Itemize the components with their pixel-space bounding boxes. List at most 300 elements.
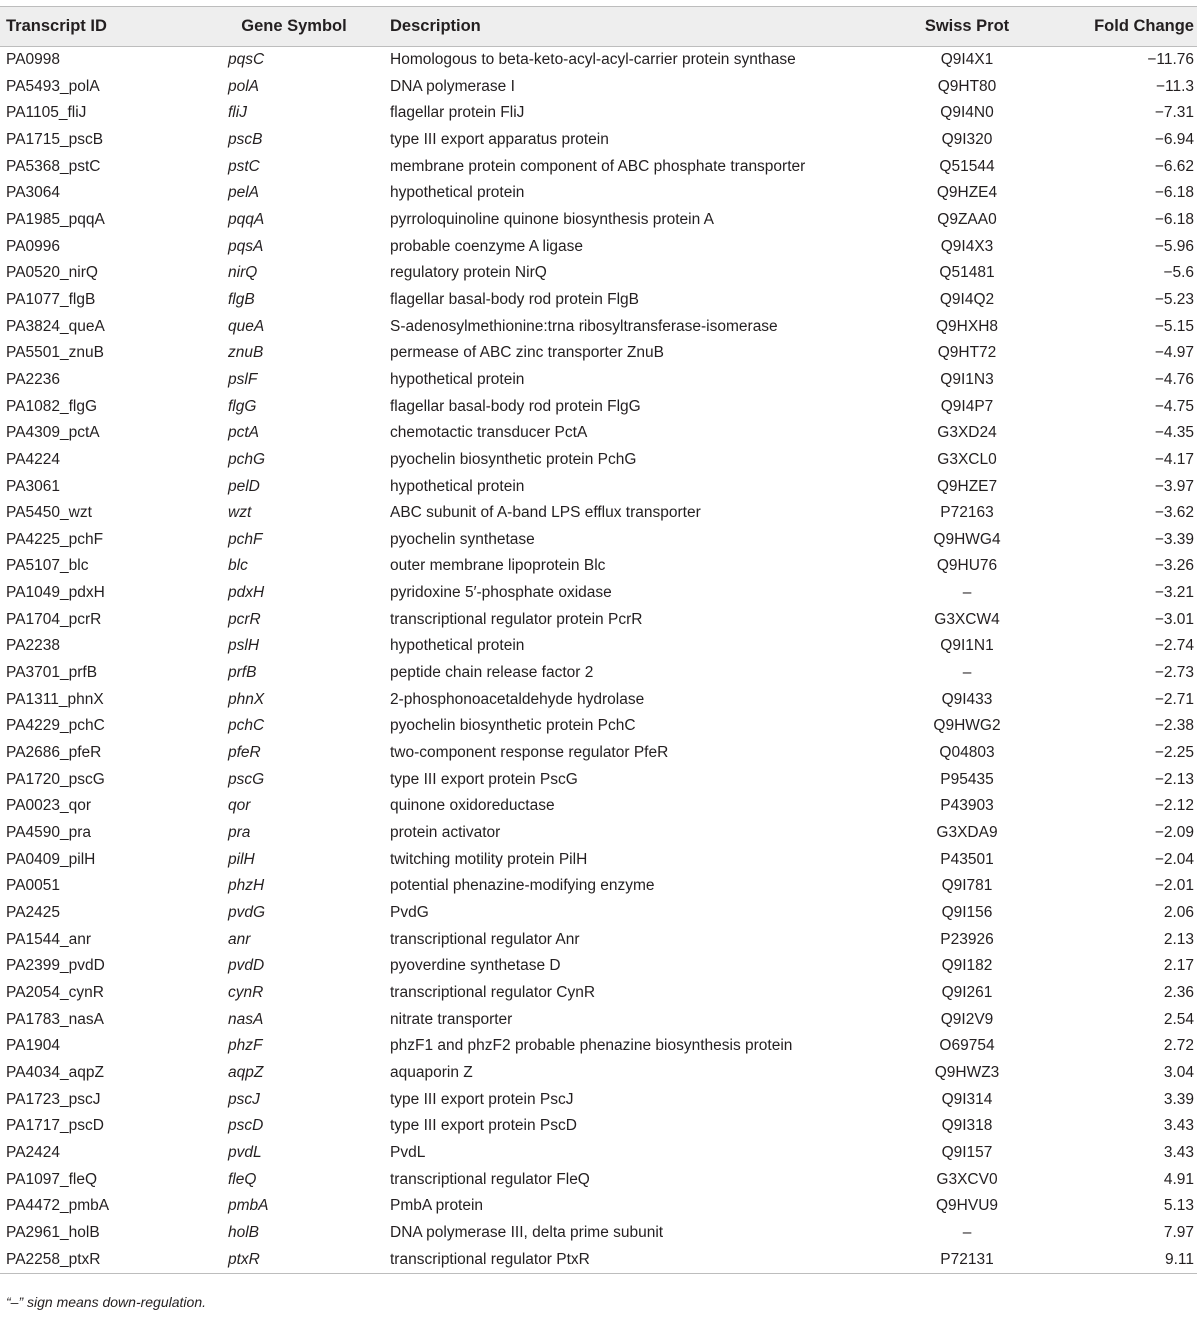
table-body xyxy=(0,47,1197,1274)
transcript-id-cell: PA0051 xyxy=(6,877,61,895)
transcript-id-cell: PA1077_flgB xyxy=(6,290,96,308)
transcript-id-cell: PA3824_queA xyxy=(6,317,105,335)
transcript-id-cell: PA4224 xyxy=(6,450,61,468)
fold-change-cell: 2.54 xyxy=(1163,1010,1194,1028)
table-row xyxy=(0,180,1197,207)
fold-change-cell: −2.04 xyxy=(1154,850,1194,868)
transcript-id-cell: PA1097_fleQ xyxy=(6,1170,98,1188)
table-row xyxy=(0,47,1197,74)
gene-symbol-text: znuB xyxy=(228,344,264,362)
description-cell: type III export protein PscJ xyxy=(390,1090,574,1108)
fold-change-cell: −5.6 xyxy=(1163,264,1194,282)
fold-change-cell: 2.17 xyxy=(1163,957,1194,975)
gene-symbol-text: pvdG xyxy=(228,904,266,921)
swiss-prot-cell: Q9HZE4 xyxy=(936,184,998,202)
description-cell: ABC subunit of A-band LPS efflux transporter xyxy=(390,504,701,522)
description-cell: potential phenazine-modifying enzyme xyxy=(390,877,655,895)
transcript-id-cell: PA2686_pfeR xyxy=(6,744,102,762)
gene-symbol-cell xyxy=(196,553,390,580)
gene-symbol-cell xyxy=(196,234,390,261)
table-row xyxy=(0,740,1197,767)
fold-change-cell: −3.97 xyxy=(1154,477,1194,495)
header-transcript-id: Transcript ID xyxy=(0,7,196,47)
gene-symbol-cell xyxy=(196,74,390,101)
gene-symbol-cell xyxy=(196,740,390,767)
gene-symbol-text: pchC xyxy=(228,717,265,735)
swiss-prot-cell: Q9I182 xyxy=(941,957,993,975)
transcript-id-cell: PA2399_pvdD xyxy=(6,957,105,975)
description-cell: chemotactic transducer PctA xyxy=(390,424,588,442)
transcript-id-cell: PA2236 xyxy=(6,370,61,388)
gene-symbol-text: pslF xyxy=(228,370,258,388)
gene-symbol-text: pstC xyxy=(228,157,260,175)
transcript-id-cell: PA1049_pdxH xyxy=(6,584,105,602)
swiss-prot-cell: – xyxy=(962,1223,972,1241)
table-row xyxy=(0,927,1197,954)
table-row xyxy=(0,1167,1197,1194)
swiss-prot-cell: G3XCV0 xyxy=(936,1170,998,1188)
description-cell: flagellar basal-body rod protein FlgB xyxy=(390,290,639,308)
description-cell: pyochelin biosynthetic protein PchC xyxy=(390,717,636,735)
swiss-prot-cell: Q9HWG2 xyxy=(933,717,1001,735)
gene-symbol-text: pscJ xyxy=(228,1090,260,1108)
gene-symbol-text: flgG xyxy=(228,397,257,415)
swiss-prot-cell: Q9HXH8 xyxy=(935,317,999,335)
gene-symbol-cell xyxy=(196,1060,390,1087)
gene-symbol-cell xyxy=(196,953,390,980)
table-row xyxy=(0,287,1197,314)
gene-symbol-cell xyxy=(196,1007,390,1034)
transcript-id-cell: PA5107_blc xyxy=(6,557,89,575)
swiss-prot-cell: P95435 xyxy=(940,770,994,788)
fold-change-cell: −2.12 xyxy=(1154,797,1194,815)
fold-change-cell: 3.39 xyxy=(1163,1090,1194,1108)
gene-symbol-cell xyxy=(196,767,390,794)
gene-symbol-cell xyxy=(196,980,390,1007)
swiss-prot-cell: P72163 xyxy=(940,504,994,522)
gene-symbol-text: cynR xyxy=(228,983,264,1001)
description-cell: type III export apparatus protein xyxy=(390,130,609,148)
transcript-id-cell: PA2961_holB xyxy=(6,1223,100,1241)
swiss-prot-cell: Q9HU76 xyxy=(936,557,998,575)
gene-symbol-text: phzH xyxy=(228,877,265,895)
swiss-prot-cell: O69754 xyxy=(939,1037,995,1055)
description-cell: quinone oxidoreductase xyxy=(390,797,555,815)
fold-change-cell: −2.01 xyxy=(1154,877,1194,895)
transcript-id-cell: PA3061 xyxy=(6,477,61,495)
description-cell: PmbA protein xyxy=(390,1197,484,1215)
transcript-id-cell: PA0023_qor xyxy=(6,797,92,815)
fold-change-cell: 3.04 xyxy=(1163,1063,1194,1081)
fold-change-cell: −4.75 xyxy=(1154,397,1194,415)
transcript-id-cell: PA1723_pscJ xyxy=(6,1090,101,1108)
gene-symbol-text: phnX xyxy=(228,690,265,708)
gene-symbol-text: holB xyxy=(228,1223,260,1241)
description-cell: regulatory protein NirQ xyxy=(390,264,547,282)
gene-symbol-text: nirQ xyxy=(228,264,258,282)
fold-change-cell: −7.31 xyxy=(1154,104,1194,122)
swiss-prot-cell: – xyxy=(962,664,972,682)
header-row xyxy=(0,7,1197,47)
description-cell: transcriptional regulator PtxR xyxy=(390,1247,876,1274)
gene-symbol-cell xyxy=(196,1247,390,1274)
gene-symbol-cell xyxy=(196,927,390,954)
table-row xyxy=(0,234,1197,261)
gene-symbol-cell xyxy=(196,340,390,367)
description-cell: protein activator xyxy=(390,824,501,842)
fold-change-cell: 4.91 xyxy=(1163,1170,1194,1188)
swiss-prot-cell: Q9I4P7 xyxy=(940,397,994,415)
gene-symbol-cell xyxy=(196,207,390,234)
swiss-prot-cell: Q9I157 xyxy=(941,1143,993,1161)
gene-symbol-text: phzF xyxy=(228,1037,263,1055)
table-row xyxy=(0,1140,1197,1167)
gene-symbol-text: queA xyxy=(228,317,265,335)
gene-symbol-text: pcrR xyxy=(228,610,261,628)
fold-change-cell: 3.43 xyxy=(1163,1143,1194,1161)
gene-symbol-text: fleQ xyxy=(228,1170,257,1188)
description-cell: pyoverdine synthetase D xyxy=(390,957,561,975)
transcript-id-cell: PA1704_pcrR xyxy=(6,610,102,628)
transcript-id-cell: PA4034_aqpZ xyxy=(6,1063,104,1081)
description-cell: aquaporin Z xyxy=(390,1063,473,1081)
table-row xyxy=(0,100,1197,127)
table-row xyxy=(0,1220,1197,1247)
table-row xyxy=(0,1247,1197,1274)
transcript-id-cell: PA2258_ptxR xyxy=(0,1247,196,1274)
transcript-id-cell: PA1105_fliJ xyxy=(6,104,87,122)
fold-change-cell: −6.62 xyxy=(1154,157,1194,175)
swiss-prot-cell: Q9HVU9 xyxy=(935,1197,999,1215)
description-cell: hypothetical protein xyxy=(390,370,525,388)
swiss-prot-cell: Q9HZE7 xyxy=(936,477,998,495)
table-row xyxy=(0,980,1197,1007)
swiss-prot-cell: Q9I4Q2 xyxy=(939,290,995,308)
header-fold-change: Fold Change xyxy=(1058,7,1197,47)
description-cell: outer membrane lipoprotein Blc xyxy=(390,557,606,575)
transcript-id-cell: PA2424 xyxy=(6,1143,61,1161)
description-cell: type III export protein PscD xyxy=(390,1117,577,1135)
swiss-prot-cell: Q9I4X1 xyxy=(940,51,994,68)
table-row xyxy=(0,367,1197,394)
gene-symbol-cell xyxy=(196,1113,390,1140)
fold-change-cell: −2.13 xyxy=(1154,770,1194,788)
table-row xyxy=(0,687,1197,714)
swiss-prot-cell: Q51481 xyxy=(939,264,995,282)
gene-symbol-text: wzt xyxy=(228,504,252,522)
transcript-id-cell: PA1082_flgG xyxy=(6,397,98,415)
table-row xyxy=(0,713,1197,740)
gene-symbol-cell xyxy=(196,420,390,447)
table-row xyxy=(0,847,1197,874)
swiss-prot-cell: G3XDA9 xyxy=(936,824,998,842)
gene-symbol-cell xyxy=(196,1087,390,1114)
fold-change-cell: −4.35 xyxy=(1154,424,1194,442)
gene-symbol-cell xyxy=(196,154,390,181)
fold-change-cell: 2.72 xyxy=(1163,1037,1194,1055)
table-row xyxy=(0,793,1197,820)
transcript-id-cell: PA1720_pscG xyxy=(6,770,105,788)
description-cell: permease of ABC zinc transporter ZnuB xyxy=(390,344,664,362)
gene-symbol-text: pfeR xyxy=(228,744,261,762)
fold-change-cell: 3.43 xyxy=(1163,1117,1194,1135)
swiss-prot-cell: Q9I433 xyxy=(941,690,993,708)
gene-symbol-cell xyxy=(196,580,390,607)
fold-change-cell: −3.39 xyxy=(1154,530,1194,548)
transcript-id-cell: PA0996 xyxy=(6,237,61,255)
transcript-id-cell: PA0409_pilH xyxy=(6,850,96,868)
table-row xyxy=(0,394,1197,421)
swiss-prot-cell: Q9I318 xyxy=(941,1117,993,1135)
gene-expression-table-container xyxy=(0,6,1194,1274)
gene-symbol-cell xyxy=(196,260,390,287)
description-cell: PvdG xyxy=(390,904,429,921)
swiss-prot-cell: Q51544 xyxy=(939,157,995,175)
table-row xyxy=(0,207,1197,234)
swiss-prot-cell: Q9I261 xyxy=(941,983,993,1001)
swiss-prot-cell: P72131 xyxy=(876,1247,1058,1274)
swiss-prot-cell: Q9HWG4 xyxy=(933,530,1001,548)
gene-symbol-cell xyxy=(196,314,390,341)
transcript-id-cell: PA4309_pctA xyxy=(6,424,100,442)
description-cell: DNA polymerase III, delta prime subunit xyxy=(390,1223,664,1241)
gene-symbol-cell xyxy=(196,793,390,820)
swiss-prot-cell: Q9I4X3 xyxy=(940,237,994,255)
swiss-prot-cell: – xyxy=(962,584,972,602)
fold-change-cell: −6.18 xyxy=(1154,184,1194,202)
gene-symbol-cell xyxy=(196,447,390,474)
fold-change-cell: 9.11 xyxy=(1058,1247,1197,1274)
description-cell: pyrroloquinoline quinone biosynthesis protein A xyxy=(390,210,714,228)
gene-symbol-text: pscG xyxy=(228,770,265,788)
gene-symbol-text: polA xyxy=(228,77,260,95)
transcript-id-cell: PA5501_znuB xyxy=(6,344,104,362)
fold-change-cell: −2.74 xyxy=(1154,637,1194,655)
fold-change-cell: 7.97 xyxy=(1163,1223,1194,1241)
gene-symbol-cell xyxy=(196,847,390,874)
table-row xyxy=(0,474,1197,501)
table-row xyxy=(0,873,1197,900)
gene-symbol-text: anr xyxy=(228,930,251,948)
gene-symbol-text: blc xyxy=(228,557,248,575)
fold-change-cell: −5.96 xyxy=(1154,237,1194,255)
description-cell: pyridoxine 5′-phosphate oxidase xyxy=(390,584,612,602)
table-row xyxy=(0,767,1197,794)
fold-change-cell: −4.76 xyxy=(1154,370,1194,388)
gene-symbol-cell xyxy=(196,873,390,900)
gene-symbol-text: pvdD xyxy=(228,957,265,975)
table-row xyxy=(0,820,1197,847)
swiss-prot-cell: Q04803 xyxy=(939,744,995,762)
table-row xyxy=(0,154,1197,181)
gene-symbol-cell xyxy=(196,1140,390,1167)
swiss-prot-cell: G3XCL0 xyxy=(937,450,997,468)
description-cell: transcriptional regulator CynR xyxy=(390,983,596,1001)
table-row xyxy=(0,340,1197,367)
gene-symbol-cell xyxy=(196,820,390,847)
transcript-id-cell: PA4229_pchC xyxy=(6,717,105,735)
gene-symbol-text: pilH xyxy=(228,850,255,868)
gene-symbol-cell xyxy=(196,687,390,714)
gene-symbol-text: pqsA xyxy=(228,237,264,255)
description-cell: two-component response regulator PfeR xyxy=(390,744,669,762)
description-cell: PvdL xyxy=(390,1143,426,1161)
gene-symbol-text: pmbA xyxy=(228,1197,269,1215)
description-cell: pyochelin biosynthetic protein PchG xyxy=(390,450,637,468)
gene-symbol-text: flgB xyxy=(228,290,255,308)
swiss-prot-cell: Q9I4N0 xyxy=(940,104,994,122)
table-row xyxy=(0,1060,1197,1087)
transcript-id-cell: PA2054_cynR xyxy=(6,983,104,1001)
transcript-id-cell: PA5368_pstC xyxy=(6,157,101,175)
table-row xyxy=(0,74,1197,101)
table-row xyxy=(0,607,1197,634)
fold-change-cell: −3.01 xyxy=(1154,610,1194,628)
table-row xyxy=(0,127,1197,154)
description-cell: hypothetical protein xyxy=(390,477,525,495)
table-row xyxy=(0,900,1197,927)
description-cell: transcriptional regulator Anr xyxy=(390,930,580,948)
description-cell: probable coenzyme A ligase xyxy=(390,237,584,255)
fold-change-cell: −2.71 xyxy=(1154,690,1194,708)
table-row xyxy=(0,580,1197,607)
header-gene-symbol-label: Gene Symbol xyxy=(241,17,347,35)
gene-symbol-text: fliJ xyxy=(228,104,247,122)
swiss-prot-cell: Q9I1N3 xyxy=(940,370,994,388)
gene-symbol-text: aqpZ xyxy=(228,1063,264,1081)
gene-symbol-cell xyxy=(196,474,390,501)
transcript-id-cell: PA1717_pscD xyxy=(6,1117,104,1135)
fold-change-cell: −5.15 xyxy=(1154,317,1194,335)
gene-expression-table xyxy=(0,6,1197,1274)
transcript-id-cell: PA1985_pqqA xyxy=(6,210,105,228)
description-cell: Homologous to beta-keto-acyl-acyl-carrier protein synthase xyxy=(390,51,796,68)
table-row xyxy=(0,527,1197,554)
description-cell: peptide chain release factor 2 xyxy=(390,664,594,682)
table-row xyxy=(0,314,1197,341)
transcript-id-cell: PA1783_nasA xyxy=(6,1010,104,1028)
fold-change-cell: −2.25 xyxy=(1154,744,1194,762)
gene-symbol-cell xyxy=(196,1033,390,1060)
transcript-id-cell: PA1311_phnX xyxy=(6,690,104,708)
description-cell: DNA polymerase I xyxy=(390,77,515,95)
fold-change-cell: −6.18 xyxy=(1154,210,1194,228)
header-swiss-prot: Swiss Prot xyxy=(876,7,1058,47)
swiss-prot-cell: Q9I156 xyxy=(941,904,993,921)
description-cell: flagellar protein FliJ xyxy=(390,104,525,122)
fold-change-cell: −6.94 xyxy=(1154,130,1194,148)
gene-symbol-cell xyxy=(196,1167,390,1194)
transcript-id-cell: PA5450_wzt xyxy=(6,504,92,522)
description-cell: type III export protein PscG xyxy=(390,770,578,788)
table-row xyxy=(0,660,1197,687)
description-cell: transcriptional regulator protein PcrR xyxy=(390,610,643,628)
swiss-prot-cell: Q9ZAA0 xyxy=(937,210,997,228)
gene-symbol-text: pscB xyxy=(228,130,263,148)
transcript-id-cell: PA0998 xyxy=(6,51,61,68)
table-row xyxy=(0,953,1197,980)
swiss-prot-cell: P43501 xyxy=(940,850,994,868)
swiss-prot-cell: Q9I1N1 xyxy=(940,637,994,655)
description-cell: nitrate transporter xyxy=(390,1010,513,1028)
fold-change-cell: 2.36 xyxy=(1163,983,1194,1001)
gene-symbol-cell xyxy=(196,1220,390,1247)
swiss-prot-cell: Q9HT80 xyxy=(937,77,997,95)
transcript-id-cell: PA1904 xyxy=(6,1037,61,1055)
fold-change-cell: −11.76 xyxy=(1147,51,1194,68)
gene-symbol-cell xyxy=(196,500,390,527)
swiss-prot-cell: Q9HT72 xyxy=(937,344,997,362)
gene-symbol-cell xyxy=(196,660,390,687)
fold-change-cell: −11.3 xyxy=(1155,77,1194,95)
gene-symbol-text: ptxR xyxy=(228,1250,260,1268)
swiss-prot-cell: G3XD24 xyxy=(937,424,997,442)
table-row xyxy=(0,447,1197,474)
fold-change-cell: −3.62 xyxy=(1154,504,1194,522)
gene-symbol-text: pqsC xyxy=(228,51,265,68)
description-cell: membrane protein component of ABC phosphate transporter xyxy=(390,157,806,175)
swiss-prot-cell: G3XCW4 xyxy=(934,610,1000,628)
description-cell: phzF1 and phzF2 probable phenazine biosynthesis protein xyxy=(390,1037,793,1055)
gene-symbol-cell xyxy=(196,607,390,634)
gene-symbol-cell xyxy=(196,47,390,74)
fold-change-cell: −3.26 xyxy=(1154,557,1194,575)
gene-symbol-text: pqqA xyxy=(228,210,265,228)
swiss-prot-cell: P43903 xyxy=(940,797,994,815)
table-row xyxy=(0,420,1197,447)
transcript-id-cell: PA3701_prfB xyxy=(6,664,98,682)
gene-symbol-text: prfB xyxy=(228,664,257,682)
table-row xyxy=(0,260,1197,287)
transcript-id-cell: PA1544_anr xyxy=(6,930,92,948)
gene-symbol-text: qor xyxy=(228,797,251,815)
fold-change-cell: 2.06 xyxy=(1163,904,1194,921)
fold-change-cell: −5.23 xyxy=(1154,290,1194,308)
fold-change-cell: −2.09 xyxy=(1154,824,1194,842)
fold-change-cell: −4.17 xyxy=(1154,450,1194,468)
gene-symbol-text: pscD xyxy=(228,1117,264,1135)
table-row xyxy=(0,1193,1197,1220)
table-row xyxy=(0,553,1197,580)
gene-symbol-text: pra xyxy=(228,824,251,842)
gene-symbol-cell xyxy=(196,394,390,421)
header-description: Description xyxy=(390,7,876,47)
gene-symbol-text: nasA xyxy=(228,1010,264,1028)
gene-symbol-text: pelA xyxy=(228,184,260,202)
fold-change-cell: 5.13 xyxy=(1163,1197,1194,1215)
gene-symbol-cell xyxy=(196,713,390,740)
swiss-prot-cell: Q9I314 xyxy=(941,1090,993,1108)
fold-change-cell: −2.38 xyxy=(1154,717,1194,735)
gene-symbol-text: pchG xyxy=(228,450,266,468)
swiss-prot-cell: P23926 xyxy=(940,930,994,948)
gene-symbol-cell xyxy=(196,127,390,154)
gene-symbol-cell xyxy=(196,180,390,207)
gene-symbol-cell xyxy=(196,100,390,127)
table-footnote: “–” sign means down-regulation. xyxy=(6,1294,206,1310)
gene-symbol-text: pchF xyxy=(228,530,263,548)
gene-symbol-cell xyxy=(196,367,390,394)
gene-symbol-cell xyxy=(196,633,390,660)
transcript-id-cell: PA4590_pra xyxy=(6,824,92,842)
transcript-id-cell: PA4472_pmbA xyxy=(6,1197,110,1215)
fold-change-cell: −4.97 xyxy=(1154,344,1194,362)
gene-symbol-cell xyxy=(196,287,390,314)
gene-symbol-cell xyxy=(196,900,390,927)
fold-change-cell: −2.73 xyxy=(1154,664,1194,682)
description-cell: S-adenosylmethionine:trna ribosyltransferase-isomerase xyxy=(390,317,778,335)
table-row xyxy=(0,1033,1197,1060)
